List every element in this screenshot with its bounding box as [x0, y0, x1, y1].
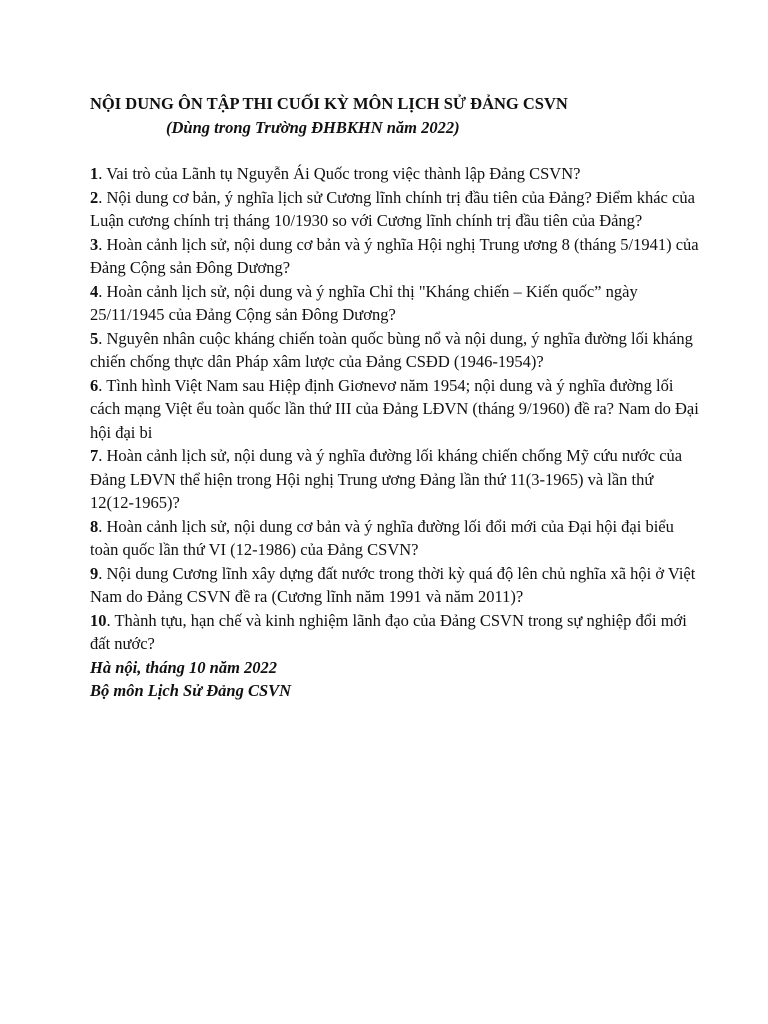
question-number: 7: [90, 446, 99, 465]
document-title: NỘI DUNG ÔN TẬP THI CUỐI KỲ MÔN LỊCH SỬ ĐẢNG CSVN: [90, 94, 568, 113]
question-item: [90, 374, 700, 445]
question-number: 4: [90, 281, 99, 301]
question-number: 1: [90, 164, 99, 183]
question-item: [90, 280, 700, 327]
question-item: [90, 444, 700, 515]
question-text: . Nguyên nhân cuộc kháng chiến toàn quốc bùng nổ và nội dung, ý nghĩa đường lối kháng chiến chống thực dân Pháp xâm lược của Đảng CSĐD (1946-1954)?: [90, 328, 693, 371]
question-item: [90, 233, 700, 280]
document-subtitle: (Dùng trong Trường ĐHBKHN năm 2022): [166, 117, 460, 137]
question-text: . Nội dung cơ bản, ý nghĩa lịch sử Cương lĩnh chính trị đầu tiên của Đảng? Điểm khác của Luận cương chính trị tháng 10/1930 so với Cương lĩnh chính trị đầu tiên của Đảng?: [90, 187, 695, 230]
question-text: . Hoàn cảnh lịch sử, nội dung cơ bản và ý nghĩa Hội nghị Trung ương 8 (tháng 5/1941) của Đảng Cộng sản Đông Dương?: [90, 234, 699, 277]
question-item: [90, 609, 700, 656]
document-page: [90, 92, 700, 703]
question-item: [90, 186, 700, 233]
question-text: . Tình hình Việt Nam sau Hiệp định Giơnevơ năm 1954; nội dung và ý nghĩa đường lối cách mạng Việt ểu toàn quốc lần thứ III của Đảng LĐVN (tháng 9/1960) đề ra? Nam do Đại hội đại bi: [90, 375, 699, 442]
question-number: 10: [90, 610, 107, 630]
question-number: 3: [90, 234, 99, 254]
question-text: . Hoàn cảnh lịch sử, nội dung cơ bản và ý nghĩa đường lối đổi mới của Đại hội đại biểu toàn quốc lần thứ VI (12-1986) của Đảng CSVN?: [90, 516, 674, 559]
place-date: Hà nội, tháng 10 năm 2022: [90, 657, 278, 677]
question-text: . Hoàn cảnh lịch sử, nội dung và ý nghĩa đường lối kháng chiến chống Mỹ cứu nước của Đảng LĐVN thể hiện trong Hội nghị Trung ương Đảng lần thứ 11(3-1965) và lần thứ 12(12-1965)?: [90, 446, 683, 512]
question-text: . Hoàn cảnh lịch sử, nội dung và ý nghĩa Chỉ thị "Kháng chiến – Kiến quốc” ngày 25/11/1945 của Đảng Cộng sản Đông Dương?: [90, 281, 638, 324]
question-text: . Vai trò của Lãnh tụ Nguyễn Ái Quốc trong việc thành lập Đảng CSVN?: [98, 164, 581, 183]
question-item: [90, 515, 700, 562]
question-item: [90, 562, 700, 609]
question-item: [90, 162, 700, 186]
question-number: 9: [90, 563, 99, 583]
department-signature: Bộ môn Lịch Sử Đảng CSVN: [90, 681, 292, 700]
question-list: [90, 162, 700, 656]
question-number: 6: [90, 375, 99, 395]
question-number: 8: [90, 516, 99, 536]
question-number: 2: [90, 187, 99, 207]
question-item: [90, 327, 700, 374]
question-text: . Nội dung Cương lĩnh xây dựng đất nước trong thời kỳ quá độ lên chủ nghĩa xã hội ở Việt Nam do Đảng CSVN đề ra (Cương lĩnh năm 1991 và năm 2011)?: [90, 563, 696, 606]
question-text: . Thành tựu, hạn chế và kinh nghiệm lãnh đạo của Đảng CSVN trong sự nghiệp đổi mới đất nước?: [90, 610, 687, 653]
question-number: 5: [90, 328, 99, 348]
